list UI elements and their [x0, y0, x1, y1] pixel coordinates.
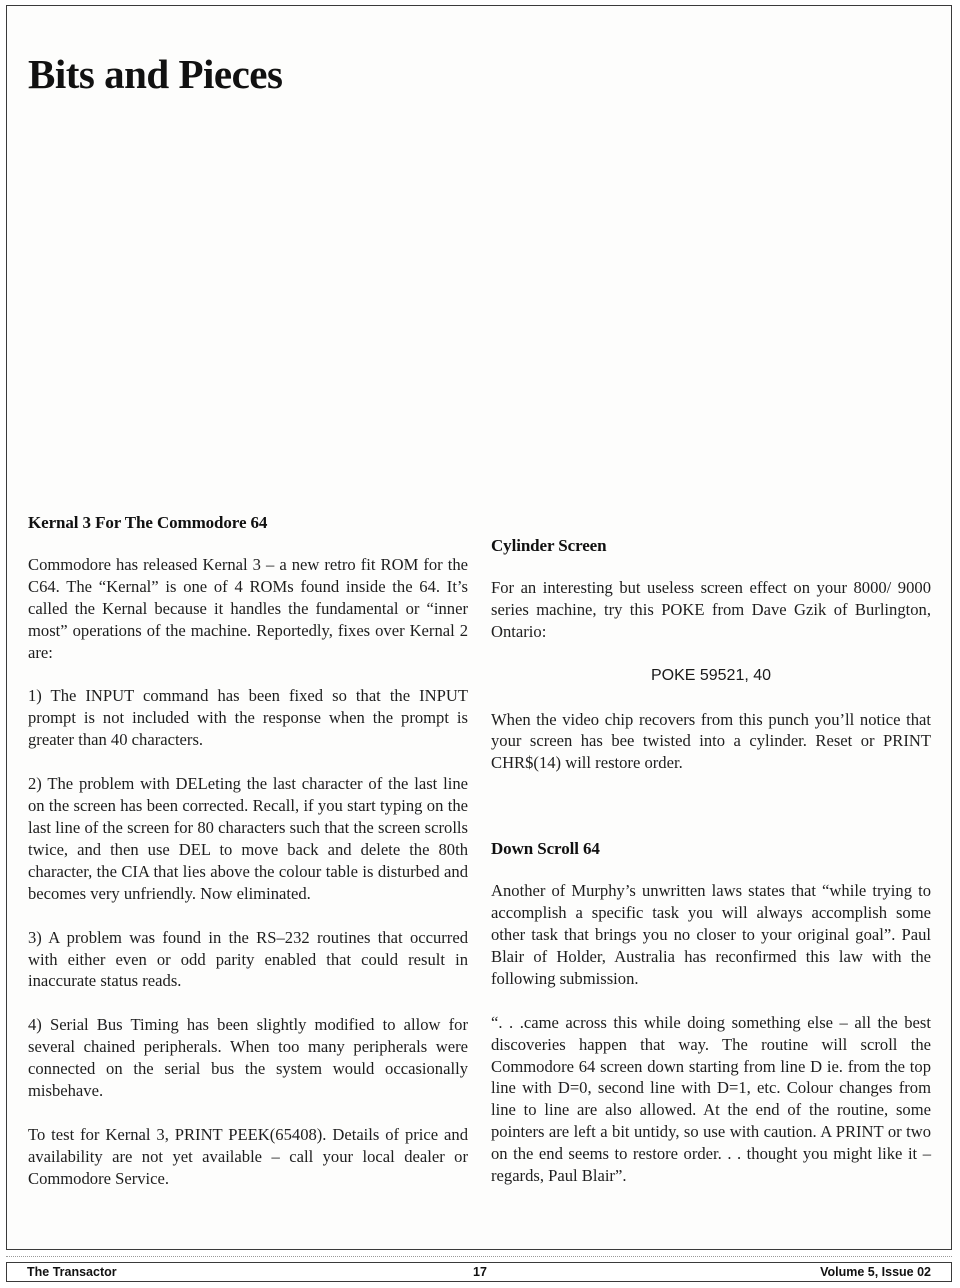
paragraph: 2) The problem with DELeting the last character of the last line on the screen has been corrected. Recall, if you start typing on the last line of the screen for 80 characters such that the screen scrolls twice, and then use DEL to move back and delete the 80th character, the CIA that lies above the colour table is disturbed and becomes very unfriendly. Now eliminated. [28, 774, 468, 903]
publication-name: The Transactor [27, 1265, 117, 1279]
article-kernal-3 [28, 512, 468, 1190]
paragraph: “. . .came across this while doing something else – all the best discoveries happen that way. The routine will scroll the Commodore 64 screen down starting from line D ie. from the top line with D=0, second line with D=1, etc. Colour changes from line to line are also allowed. At the end of the routine, some pointers are left a bit untidy, so use with caution. A PRINT or two on the end seems to restore order. . . thought you might like it – regards, Paul Blair”. [491, 1012, 931, 1186]
article-cylinder-screen [491, 535, 931, 774]
page-footer [6, 1262, 952, 1282]
page-number: 17 [473, 1265, 487, 1279]
paragraph: For an interesting but useless screen effect on your 8000/ 9000 series machine, try this POKE from Dave Gzik of Burlington, Ontario: [491, 577, 931, 641]
issue-label: Volume 5, Issue 02 [820, 1265, 931, 1279]
code-snippet: POKE 59521, 40 [650, 666, 772, 684]
paragraph: 1) The INPUT command has been fixed so that the INPUT prompt is not included with the response when the prompt is greater than 40 characters. [28, 686, 468, 750]
section-heading: Down Scroll 64 [491, 839, 600, 859]
section-heading: Cylinder Screen [491, 536, 607, 555]
paragraph: 4) Serial Bus Timing has been slightly modified to allow for several chained peripherals. When too many peripherals were connected on the serial bus the system would occasionally misbehave. [28, 1015, 468, 1101]
paragraph: Another of Murphy’s unwritten laws states that “while trying to accomplish a specific task you will always accomplish some other task that brings you no closer to your original goal”. Paul Blair of Holder, Australia has reconfirmed this law with the following submission. [491, 881, 931, 988]
paragraph: To test for Kernal 3, PRINT PEEK(65408). Details of price and availability are not yet available – call your local dealer or Commodore Service. [28, 1124, 468, 1188]
paragraph: 3) A problem was found in the RS–232 routines that occurred with either even or odd parity enabled that could result in inaccurate status reads. [28, 927, 468, 991]
paragraph: When the video chip recovers from this punch you’ll notice that your screen has bee twisted into a cylinder. Reset or PRINT CHR$(14) will restore order. [491, 709, 931, 773]
right-column [491, 535, 931, 1209]
section-heading: Kernal 3 For The Commodore 64 [28, 513, 268, 532]
footer-divider [6, 1256, 952, 1257]
page-title: Bits and Pieces [28, 51, 283, 97]
left-column [28, 512, 468, 1212]
article-down-scroll [491, 838, 931, 1187]
paragraph: Commodore has released Kernal 3 – a new retro fit ROM for the C64. The “Kernal” is one of 4 ROMs found inside the 64. It’s called the Kernal because it handles the fundamental or “inner most” operations of the machine. Reportedly, fixes over Kernal 2 are: [28, 554, 468, 662]
section-spacer [491, 796, 931, 838]
